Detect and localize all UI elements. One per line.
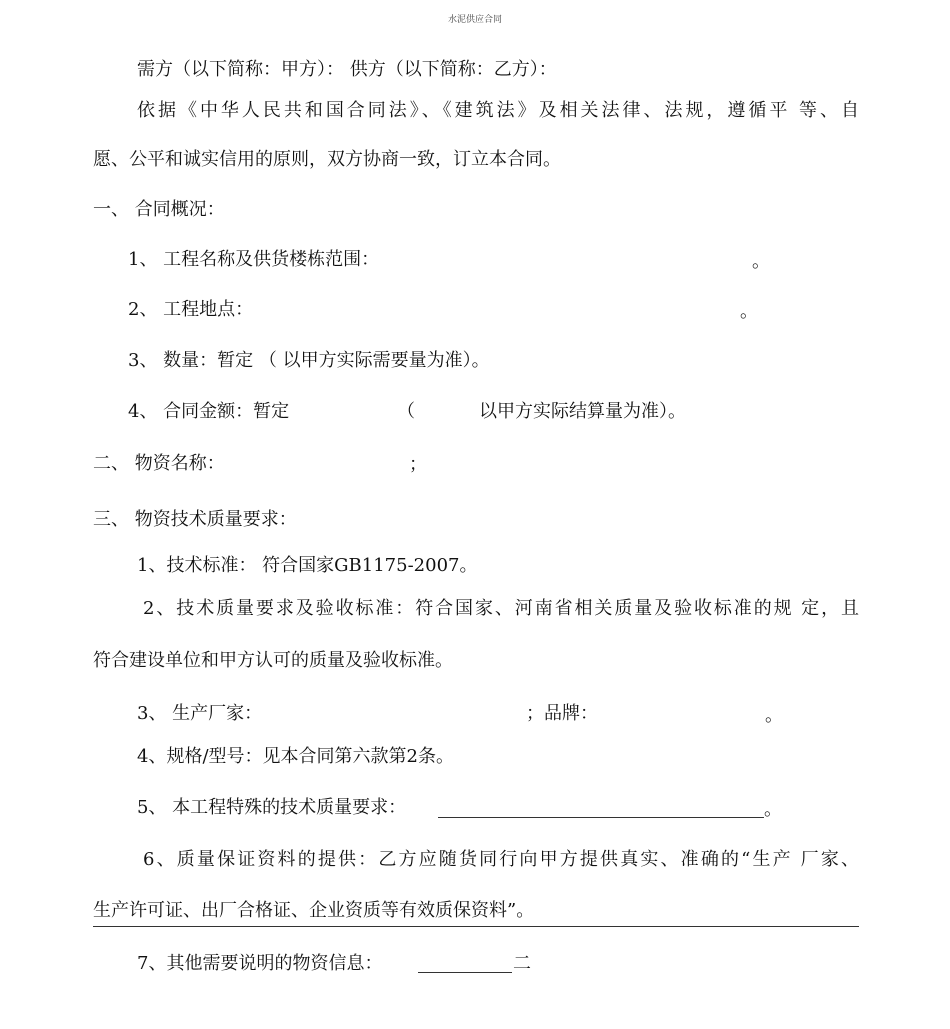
parties-line: 需方（以下简称：甲方）： 供方（以下简称：乙方）： xyxy=(137,59,557,80)
document-header: 水泥供应合同 xyxy=(447,15,502,25)
item-1-3: 3、 数量：暂定 （ 以甲方实际需要量为准）。 xyxy=(128,350,490,371)
item-3-3-manufacturer: 3、 生产厂家： xyxy=(137,703,263,724)
section-1-title: 一、 合同概况： xyxy=(93,199,225,220)
item-1-4-a: 4、 合同金额：暂定 xyxy=(128,401,290,422)
item-1-2-end: 。 xyxy=(740,301,758,322)
item-3-7-end: 二 xyxy=(513,953,531,974)
section-3-title: 三、 物资技术质量要求： xyxy=(93,509,297,530)
item-3-7-label: 7、其他需要说明的物资信息： xyxy=(137,953,383,974)
item-3-5-label: 5、 本工程特殊的技术质量要求： xyxy=(137,797,407,818)
item-3-7-blank xyxy=(418,954,512,973)
item-3-6-line-2: 生产许可证、出厂合格证、企业资质等有效质保资料”。 xyxy=(93,900,535,921)
section-2-title: 二、 物资名称： xyxy=(93,453,225,474)
item-3-2-line-2: 符合建设单位和甲方认可的质量及验收标准。 xyxy=(93,650,453,671)
item-1-1-end: 。 xyxy=(752,251,770,272)
item-3-3-brand: ；品牌： xyxy=(526,703,598,724)
section-2-end: ； xyxy=(409,454,427,475)
item-3-1: 1、技术标准： 符合国家GB1175-2007。 xyxy=(137,555,478,576)
basis-line-2: 愿、公平和诚实信用的原则，双方协商一致，订立本合同。 xyxy=(93,149,561,170)
basis-line-1: 依据《中华人民共和国合同法》、《建筑法》及相关法律、法规，遵循平 等、自 xyxy=(137,100,859,121)
item-1-2-label: 2、 工程地点： xyxy=(128,299,254,320)
item-1-4-c: 以甲方实际结算量为准）。 xyxy=(479,401,686,422)
item-1-1-label: 1、 工程名称及供货楼栋范围： xyxy=(128,249,380,270)
item-3-3-end: 。 xyxy=(765,705,783,726)
item-3-4: 4、规格/型号：见本合同第六款第2条。 xyxy=(137,746,454,767)
item-1-4-b: （ xyxy=(397,401,415,422)
item-3-2-line-1: 2、技术质量要求及验收标准：符合国家、河南省相关质量及验收标准的规 定，且 xyxy=(143,598,859,619)
item-3-5-end: 。 xyxy=(764,799,782,820)
item-3-6-line-1: 6、质量保证资料的提供：乙方应随货同行向甲方提供真实、准确的“生产 厂家、 xyxy=(143,849,859,870)
horizontal-rule xyxy=(93,926,859,927)
item-3-5-blank xyxy=(438,799,764,818)
